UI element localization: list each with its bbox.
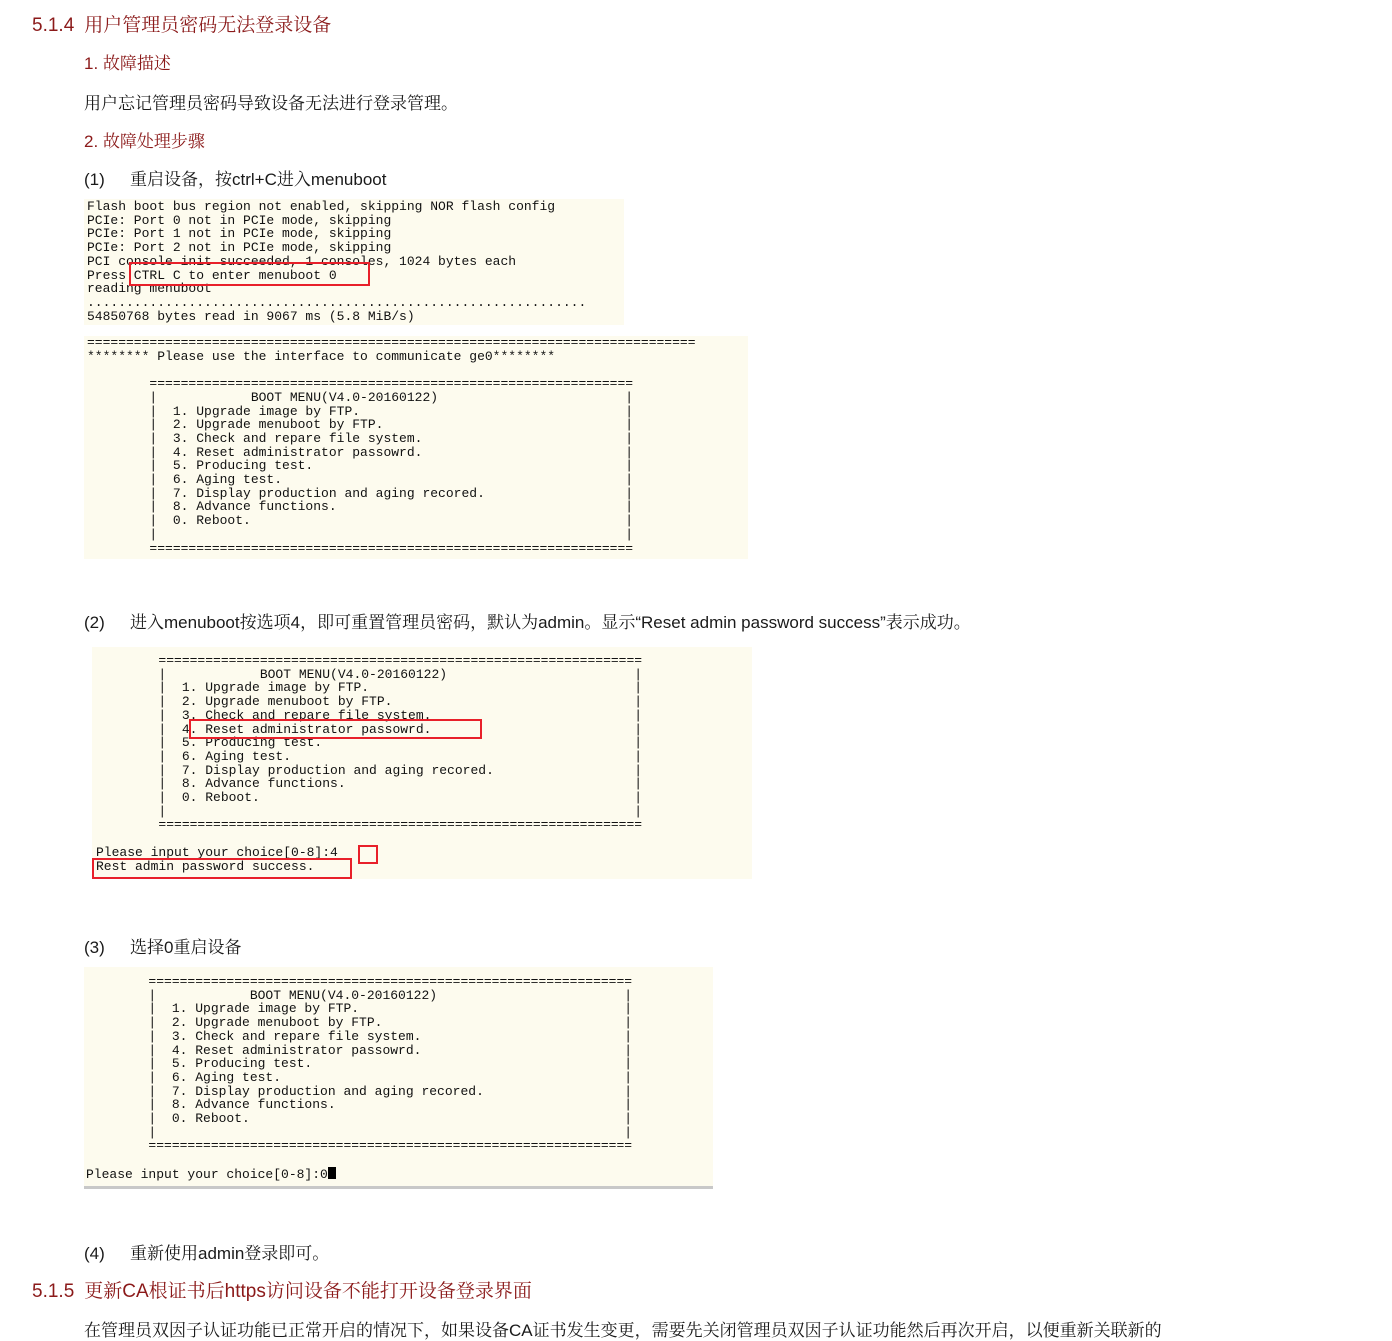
- fault-description-heading: 1. 故障描述: [84, 54, 171, 73]
- highlight-reset-success: [92, 858, 352, 879]
- section-number: 5.1.5: [32, 1281, 75, 1302]
- fault-steps-heading: 2. 故障处理步骤: [84, 132, 205, 151]
- step-number: (2): [84, 613, 105, 632]
- step-4: [84, 1239, 329, 1264]
- section-heading-5-1-5: [32, 1276, 532, 1303]
- step-2: [84, 608, 971, 633]
- step-text: 进入menuboot按选项4，即可重置管理员密码，默认为admin。显示“Reset admin password success”表示成功。: [130, 613, 971, 632]
- section-5-1-5-text: 在管理员双因子认证功能已正常开启的情况下，如果设备CA证书发生变更，需要先关闭管理员双因子认证功能然后再次开启，以便重新关联新的: [84, 1321, 1162, 1340]
- terminal-reset-password: [92, 647, 752, 879]
- terminal-reboot: [84, 967, 713, 1189]
- step-text: 重新使用admin登录即可。: [130, 1244, 330, 1263]
- terminal-prompt: [86, 1167, 336, 1182]
- highlight-option-4: [189, 719, 482, 739]
- step-number: (3): [84, 938, 105, 957]
- step-3: [84, 933, 241, 958]
- terminal-menu-text: ============================================================================== ******** Please use the interface to communicate ge0******** ============================================================== | BOOT MENU(V4.0-20160122) | | 1. Upgrade image by FTP. | | 2. Upgrade menuboot by FTP. | | 3. Check and repare file system. | | 4. Reset administrator passowrd. | | 5. Producing test. | | 6. Aging test. | | 7. Display production and aging recored. | | 8. Advance functions. | | 0. Reboot. | | | ==============================================================: [87, 336, 696, 556]
- terminal-reset-text: ============================================================== | BOOT MENU(V4.0-20160122) | | 1. Upgrade image by FTP. | | 2. Upgrade menuboot by FTP. | | 3. Check and repare file system. | | 4. Reset administrator passowrd. | | 5. Producing test. | | 6. Aging test. | | 7. Display production and aging recored. | | 8. Advance functions. | | 0. Reboot. | | | ============================================================== Please input your choice[0-8]:4 Rest admin password success.: [96, 653, 643, 874]
- step-text: 选择0重启设备: [130, 938, 242, 957]
- step-1: [84, 165, 386, 190]
- terminal-reboot-text: ============================================================== | BOOT MENU(V4.0-20160122) | | 1. Upgrade image by FTP. | | 2. Upgrade menuboot by FTP. | | 3. Check and repare file system. | | 4. Reset administrator passowrd. | | 5. Producing test. | | 6. Aging test. | | 7. Display production and aging recored. | | 8. Advance functions. | | 0. Reboot. | | | ==============================================================: [148, 974, 633, 1154]
- step-number: (4): [84, 1244, 105, 1263]
- terminal-boot-log: [84, 199, 624, 325]
- prompt-text: Please input your choice[0-8]:0: [86, 1167, 328, 1182]
- section-title: 用户管理员密码无法登录设备: [84, 15, 332, 36]
- fault-description-text: 用户忘记管理员密码导致设备无法进行登录管理。: [84, 94, 458, 113]
- terminal-bottom-border: [84, 1186, 713, 1189]
- highlight-choice-4: [358, 845, 378, 864]
- cursor-icon: [328, 1167, 336, 1179]
- section-title: 更新CA根证书后https访问设备不能打开设备登录界面: [84, 1281, 532, 1302]
- section-number: 5.1.4: [32, 15, 75, 36]
- section-heading-5-1-4: [32, 10, 331, 37]
- terminal-boot-text: Flash boot bus region not enabled, skipping NOR flash config PCIe: Port 0 not in PCIe mode, skipping PCIe: Port 1 not in PCIe mode, skipping PCIe: Port 2 not in PCIe mode, skipping PCI console init succeeded, 1 consoles, 1024 bytes each Press CTRL C to enter menuboot 0 reading menuboot ................................................................ 54850768 bytes read in 9067 ms (5.8 MiB/s): [87, 199, 587, 324]
- step-number: (1): [84, 170, 105, 189]
- terminal-boot-menu: [84, 336, 748, 559]
- step-text: 重启设备，按ctrl+C进入menuboot: [130, 170, 387, 189]
- highlight-ctrl-c: [129, 262, 370, 286]
